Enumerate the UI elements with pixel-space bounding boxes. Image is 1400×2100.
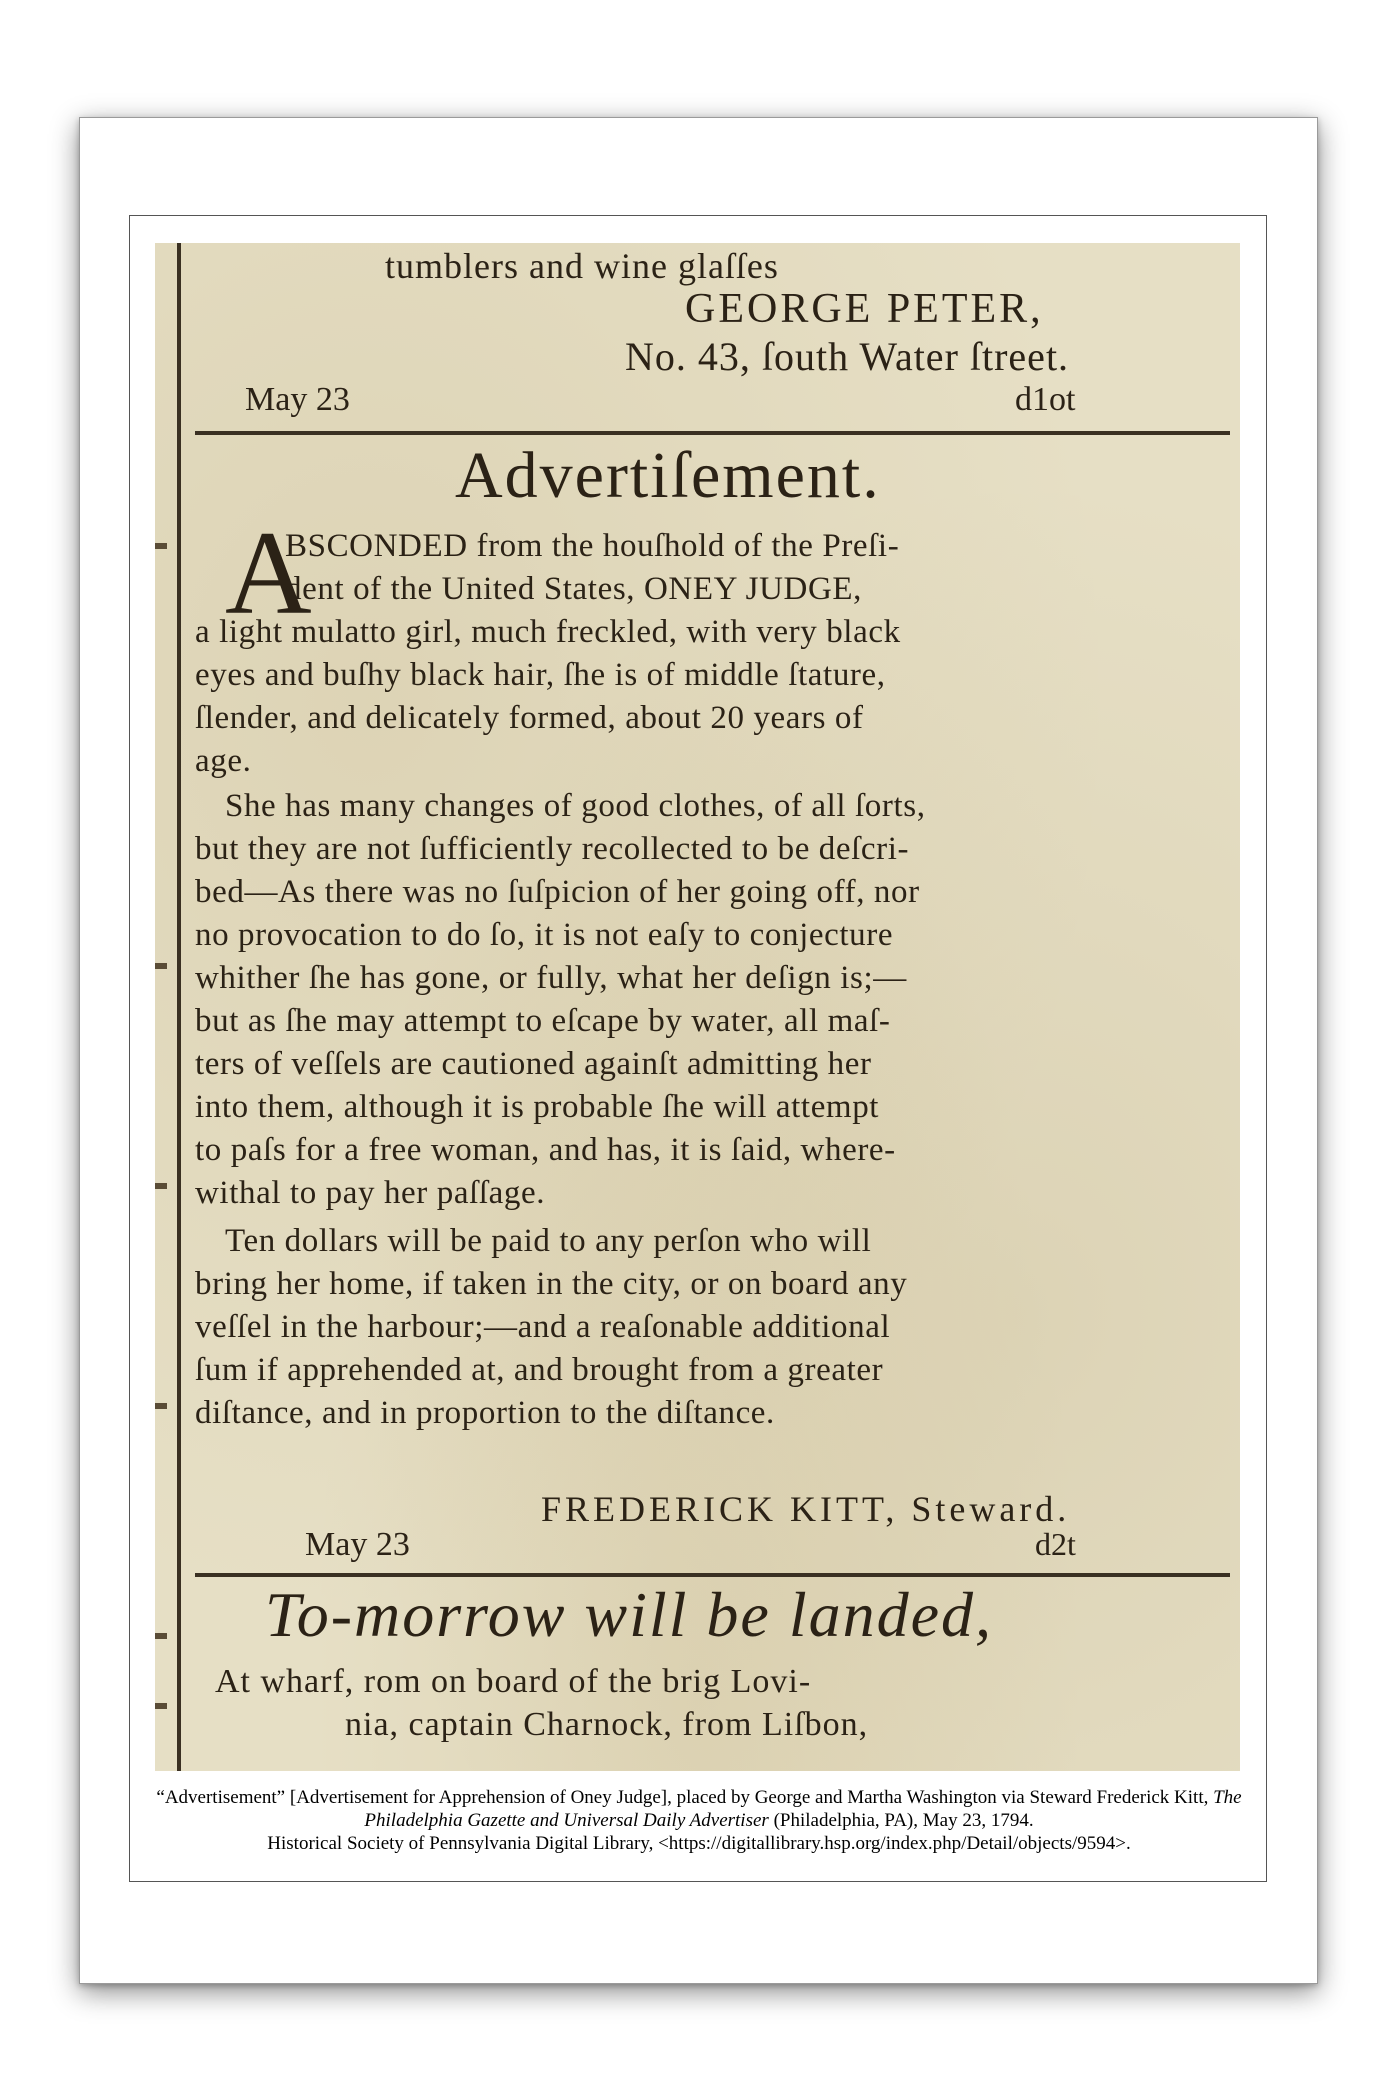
next-ad-line: At wharf, rom on board of the brig Lovi- [215,1663,812,1700]
ad-text-line: ſlender, and delicately formed, about 20 years of [195,700,864,736]
ad-text-line: into them, although it is probable ſhe will attempt [195,1089,880,1125]
prev-ad-name: GEORGE PETER, [685,286,1044,332]
prev-ad-date: May 23 [245,381,350,418]
caption-publication: The Philadelphia Gazette and Universal Daily Advertiser [364,1787,1242,1831]
ad-text-line: bring her home, if taken in the city, or on board any [195,1266,908,1302]
newspaper-clipping [155,243,1240,1771]
ad-text-line: to paſs for a free woman, and has, it is ſaid, where- [195,1132,896,1168]
ad-date: May 23 [305,1526,410,1563]
margin-mark [155,1633,167,1639]
ad-text-line: veſſel in the harbour;—and a reaſonable additional [195,1309,891,1345]
margin-mark [155,1403,167,1409]
ad-text-line: Ten dollars will be paid to any perſon who will [225,1223,872,1259]
caption-text: (Philadelphia, PA), May 23, 1794. [768,1810,1034,1831]
margin-mark [155,1183,167,1189]
caption-text: “Advertisement” [Advertisement for Apprehension of Oney Judge], placed by George and Martha Washington via Steward Frederick Kitt, [156,1787,1214,1808]
prev-ad-code: d1ot [1015,381,1076,418]
margin-mark [155,963,167,969]
prev-ad-line: tumblers and wine glaſſes [385,246,779,286]
drop-cap: A [225,506,312,639]
ad-text-line: but as ſhe may attempt to eſcape by water, all maſ- [195,1003,891,1039]
ad-text-line: a light mulatto girl, much freckled, with very black [195,614,901,650]
margin-mark [155,543,167,549]
ad-text-line: but they are not ſufficiently recollected to be deſcri- [195,831,910,867]
section-divider [195,1573,1230,1577]
ad-text-line: dent of the United States, ONEY JUDGE, [285,571,862,607]
ad-text-line: eyes and buſhy black hair, ſhe is of middle ſtature, [195,657,886,693]
margin-mark [155,1703,167,1709]
ad-text-line: whither ſhe has gone, or fully, what her deſign is;— [195,960,907,996]
next-ad-heading: To-morrow will be landed, [265,1579,993,1650]
next-ad-line: nia, captain Charnock, from Liſbon, [345,1706,869,1743]
ad-text-line: no provocation to do ſo, it is not eaſy to conjecture [195,917,894,953]
column-rule-vertical [177,243,181,1771]
ad-title: Advertiſement. [455,439,881,512]
prev-ad-address: No. 43, ſouth Water ſtreet. [625,334,1070,379]
ad-text-line: She has many changes of good clothes, of all ſorts, [225,788,926,824]
ad-text-line: ſum if apprehended at, and brought from a greater [195,1352,884,1388]
ad-text-line: withal to pay her paſſage. [195,1175,546,1211]
ad-text-line: age. [195,743,252,779]
caption-source: Historical Society of Pennsylvania Digital Library, <https://digitallibrary.hsp.org/index.php/Detail/objects/9594>. [267,1833,1131,1854]
ad-text-line: BSCONDED from the houſhold of the Preſi- [285,528,900,564]
ad-text-line: diſtance, and in proportion to the diſtance. [195,1395,775,1431]
ad-text-line: ters of veſſels are cautioned againſt admitting her [195,1046,872,1082]
section-divider [195,431,1230,435]
image-caption [140,1786,1258,1855]
ad-code: d2t [1035,1526,1076,1562]
signer: FREDERICK KITT, Steward. [541,1489,1071,1529]
ad-text-line: bed—As there was no ſuſpicion of her going off, nor [195,874,920,910]
